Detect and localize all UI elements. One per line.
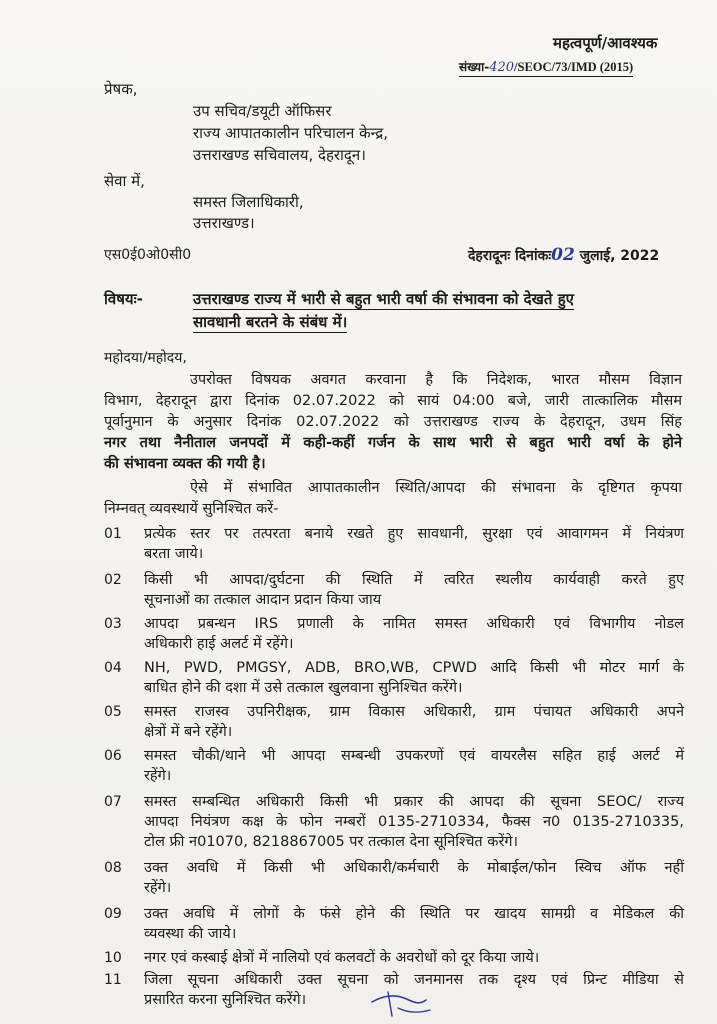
sender-label: प्रेषक, [104, 80, 138, 98]
subject-line2: सावधानी बरतने के संबंध में। [193, 313, 348, 331]
letter-date [468, 245, 659, 266]
list-item-text: क्षेत्रों में बने रहेंगे। [144, 724, 233, 740]
recipient-line1: समस्त जिलाधिकारी, [193, 193, 304, 211]
list-item-text: समस्त चौकी/थाने भी आपदा सम्बन्धी उपकरणों एवं वायरलैस सहित हाई अलर्ट में [144, 748, 684, 764]
salutation: महोदया/महोदय, [104, 350, 187, 366]
list-item-number: 11 [104, 972, 122, 988]
reference-handwritten: 420 [489, 60, 515, 75]
list-item-text: समस्त राजस्व उपनिरीक्षक, ग्राम विकास अधिकारी, ग्राम पंचायत अधिकारी अपने [144, 704, 684, 720]
sender-designation: उप सचिव/डयूटी ऑफिसर [193, 102, 332, 120]
list-item-text: बाधित होने की दशा में उसे तत्काल खुलवाना सुनिश्चित करेंगे। [144, 680, 463, 696]
list-item-number: 03 [104, 616, 122, 632]
para1-line: नगर तथा नैनीताल जनपदों में कही-कहीं गर्जन के साथ भारी से बहुत भारी वर्षा के होने [104, 435, 682, 451]
list-item-text: टोल फ्री न01070, 8218867005 पर तत्काल देना सूनिश्चित करेंगे। [144, 834, 519, 850]
list-item-number: 07 [104, 794, 122, 810]
list-item-text: बरता जाये। [144, 546, 204, 562]
para2-line: निम्नवत् व्यवस्थायें सुनिश्चित करें- [104, 501, 279, 517]
list-item-number: 05 [104, 704, 122, 720]
list-item-text: समस्त सम्बन्धित अधिकारी किसी भी प्रकार की आपदा की सूचना SEOC/ राज्य [144, 794, 684, 810]
instruction-list [104, 524, 684, 1004]
list-item-text: आपदा प्रबन्धन IRS प्रणाली के नामित समस्त अधिकारी एवं विभागीय नोडल [144, 616, 684, 632]
subject-line1: उत्तराखण्ड राज्य में भारी से बहुत भारी वर्षा की संभावना को देखते हुए [193, 290, 574, 308]
date-day-handwritten: 02 [551, 245, 575, 265]
reference-suffix: /SEOC/73/IMD (2015) [514, 60, 634, 74]
para1-line: की संभावना व्यक्त की गयी है। [104, 456, 266, 472]
signature-mark [368, 986, 438, 1022]
list-item-number: 01 [104, 526, 122, 542]
para2-line: ऐसे में संभावित आपातकालीन स्थिति/आपदा की संभावना के दृष्टिगत कृपया [190, 480, 682, 496]
list-item-number: 02 [104, 572, 122, 588]
list-item-text: उक्त अवधि में लोगों के फंसे होने की स्थिति पर खादय सामग्री व मेडिकल की [144, 906, 684, 922]
list-item-number: 08 [104, 860, 122, 876]
list-item-text: नगर एवं कस्बाई क्षेत्रों में नालियो एवं कलवटों के अवरोधों को दूर किया जाये। [144, 950, 540, 966]
list-item-text: रहेंगे। [144, 768, 172, 784]
recipient-line2: उत्तराखण्ड। [193, 214, 255, 232]
list-item-text: व्यवस्था की जाये। [144, 926, 237, 942]
para1-line: विभाग, देहरादून द्वारा दिनांक 02.07.2022 को सायं 04:00 बजे, जारी तात्कालिक मौसम [104, 393, 682, 409]
priority-label: महत्वपूर्ण/आवश्यक [553, 34, 658, 52]
reference-number [459, 58, 633, 77]
list-item-number: 06 [104, 748, 122, 764]
list-item-number: 04 [104, 660, 122, 676]
list-item-text: NH, PWD, PMGSY, ADB, BRO,WB, CPWD आदि किसी भी मोटर मार्ग के [144, 660, 684, 676]
office-code: एस0ई0ओ0सी0 [104, 247, 192, 263]
list-item-text: किसी भी आपदा/दुर्घटना की स्थिति में त्वरित स्थलीय कार्यवाही करते हुए [144, 572, 684, 588]
list-item-text: प्रसारित करना सुनिश्चित करेंगे। [144, 992, 307, 1008]
subject-label: विषयः- [104, 290, 143, 308]
date-suffix: जुलाई, 2022 [579, 248, 660, 264]
list-item-text: अधिकारी हाई अलर्ट में रहेंगे। [144, 636, 294, 652]
list-item-number: 09 [104, 906, 122, 922]
recipient-label: सेवा में, [104, 172, 145, 190]
list-item-text: प्रत्येक स्तर पर तत्परता बनाये रखते हुए सावधानी, सुरक्षा एवं आवागमन में नियंत्रण [144, 526, 684, 542]
list-item-text: सूचनाओं का तत्काल आदान प्रदान किया जाय [144, 592, 382, 608]
date-prefix: देहरादूनः दिनांकः [468, 248, 552, 264]
list-item-text: उक्त अवधि में किसी भी अधिकारी/कर्मचारी के मोबाईल/फोन स्विच ऑफ नहीं [144, 860, 684, 876]
list-item-text: जिला सूचना अधिकारी उक्त सूचना को जनमानस तक दृश्य एवं प्रिन्ट मीडिया से [144, 972, 684, 988]
list-item-text: आपदा नियंत्रण कक्ष के फोन नम्बरों 0135-2710334, फैक्स न0 0135-2710335, [144, 814, 684, 830]
sender-location: उत्तराखण्ड सचिवालय, देहरादून। [193, 146, 366, 164]
list-item-number: 10 [104, 950, 122, 966]
list-item-text: रहेंगे। [144, 880, 172, 896]
para1-line: उपरोक्त विषयक अवगत करवाना है कि निदेशक, भारत मौसम विज्ञान [190, 372, 682, 388]
para1-line: पूर्वानुमान के अनुसार दिनांक 02.07.2022 को उत्तराखण्ड राज्य के देहरादून, उधम सिंह [104, 414, 682, 430]
sender-office: राज्य आपातकालीन परिचालन केन्द्र, [193, 124, 389, 142]
reference-prefix: संख्या- [459, 60, 490, 74]
